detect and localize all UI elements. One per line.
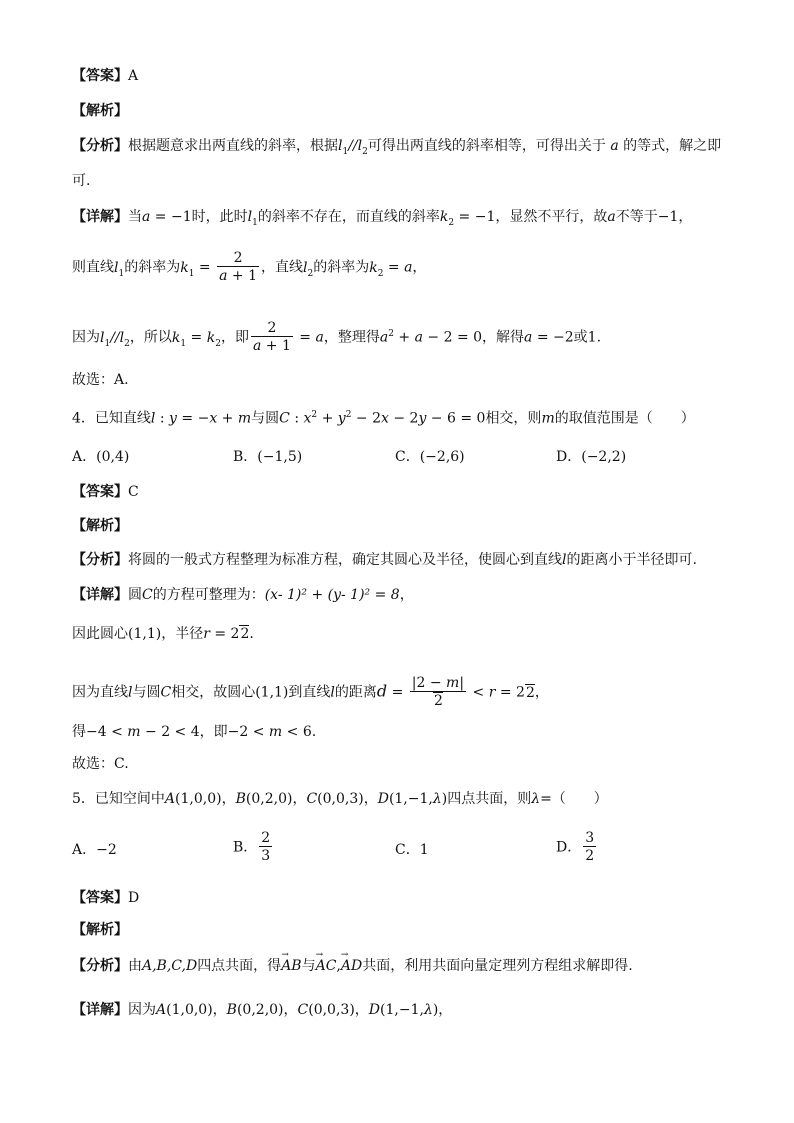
- q5-option-c: C．1: [395, 842, 429, 858]
- q5-fenxi-line: 【分析】由A,B,C,D四点共面，得→ AB与→ AC,→ AD共面，利用共面向量定理列方程组求解即得.: [72, 956, 633, 976]
- fraction: $\frac{|2 - m|}{2}$: [411, 675, 465, 709]
- q3-choose: 故选：A.: [72, 372, 129, 388]
- q4-option-a: A．(0,4): [72, 449, 130, 465]
- q4-detail-line2: 因此圆心(1,1)，半径r = 22.: [72, 626, 254, 642]
- q5-option-d: D． $\frac{3}{2}$: [556, 830, 595, 864]
- q4-detail-line3: 因为直线l与圆C相交，故圆心(1,1)到直线l的距离d = $\frac{|2 - m|}{2}$ < r = 22，: [72, 675, 549, 709]
- q4-analysis-tag: 【解析】: [72, 518, 128, 534]
- q5-stem: 5．已知空间中A(1,0,0)，B(0,2,0)，C(0,0,3)，D(1,−1,λ)四点共面，则λ=（ ）: [72, 791, 608, 807]
- q5-answer-line: 【答案】D: [72, 890, 140, 906]
- answer-value: A: [128, 68, 139, 84]
- q4-detail-line1: 【详解】圆C的方程可整理为：(x- 1)² + (y- 1)² = 8，: [72, 587, 414, 603]
- math-a: a: [605, 138, 624, 154]
- q3-detail-line3: 因为$l_1//l_2$，所以$k_1 = k_2$，即 $\frac{2}{a + 1}$ = a，整理得$a^2 + a - 2 = 0$，解得a = −2或1.: [72, 320, 602, 354]
- q4-detail-line4: 得−4 < m − 2 < 4，即−2 < m < 6.: [72, 724, 317, 740]
- q4-option-b: B．(−1,5): [233, 449, 303, 465]
- fraction: $\frac{3}{2}$: [585, 830, 595, 864]
- q3-fenxi-line: 【分析】根据题意求出两直线的斜率，根据$l_1//l_2$可得出两直线的斜率相等，可得出关于 a 的等式，解之即: [72, 138, 722, 157]
- q4-option-c: C．(−2,6): [395, 449, 465, 465]
- q4-stem: 4．已知直线l : y = −x + m与圆C : $x^2 + y^2 - 2x - 2y - 6 = 0$相交，则m的取值范围是（ ）: [72, 410, 695, 427]
- q3-fenxi-line2: 可.: [72, 173, 91, 189]
- q3-detail-line1: 【详解】当a = −1时，此时$l_1$的斜率不存在，而直线的斜率$k_2 = -1$，显然不平行，故a不等于−1，: [72, 209, 693, 228]
- q4-choose: 故选：C.: [72, 756, 129, 772]
- q4-answer-line: 【答案】C: [72, 484, 139, 500]
- answer-tag: 【答案】: [72, 68, 128, 84]
- q3-detail-line2: 则直线$l_1$的斜率为$k_1$ = $\frac{2}{a + 1}$ ，直线$l_2$的斜率为$k_2 = a$，: [72, 250, 427, 284]
- q3-answer-line: [72, 66, 138, 86]
- q5-detail-line1: 【详解】因为A(1,0,0)，B(0,2,0)，C(0,0,3)，D(1,−1,λ)，: [72, 1002, 453, 1018]
- fraction: $\frac{2}{a + 1}$: [252, 320, 291, 354]
- math-parallel: $l_1//l_2$: [338, 138, 368, 157]
- q4-option-d: D．(−2,2): [556, 449, 627, 465]
- fraction: $\frac{2}{a + 1}$: [219, 250, 257, 284]
- q4-fenxi-line: 【分析】将圆的一般式方程整理为标准方程，确定其圆心及半径，使圆心到直线l的距离小于半径即可.: [72, 552, 697, 568]
- q5-analysis-tag: 【解析】: [72, 922, 128, 938]
- q5-option-a: A．−2: [72, 842, 117, 858]
- fraction: $\frac{2}{3}$: [261, 830, 271, 864]
- q5-option-b: B． $\frac{2}{3}$: [233, 830, 271, 864]
- q3-analysis-tag: 【解析】: [72, 103, 128, 119]
